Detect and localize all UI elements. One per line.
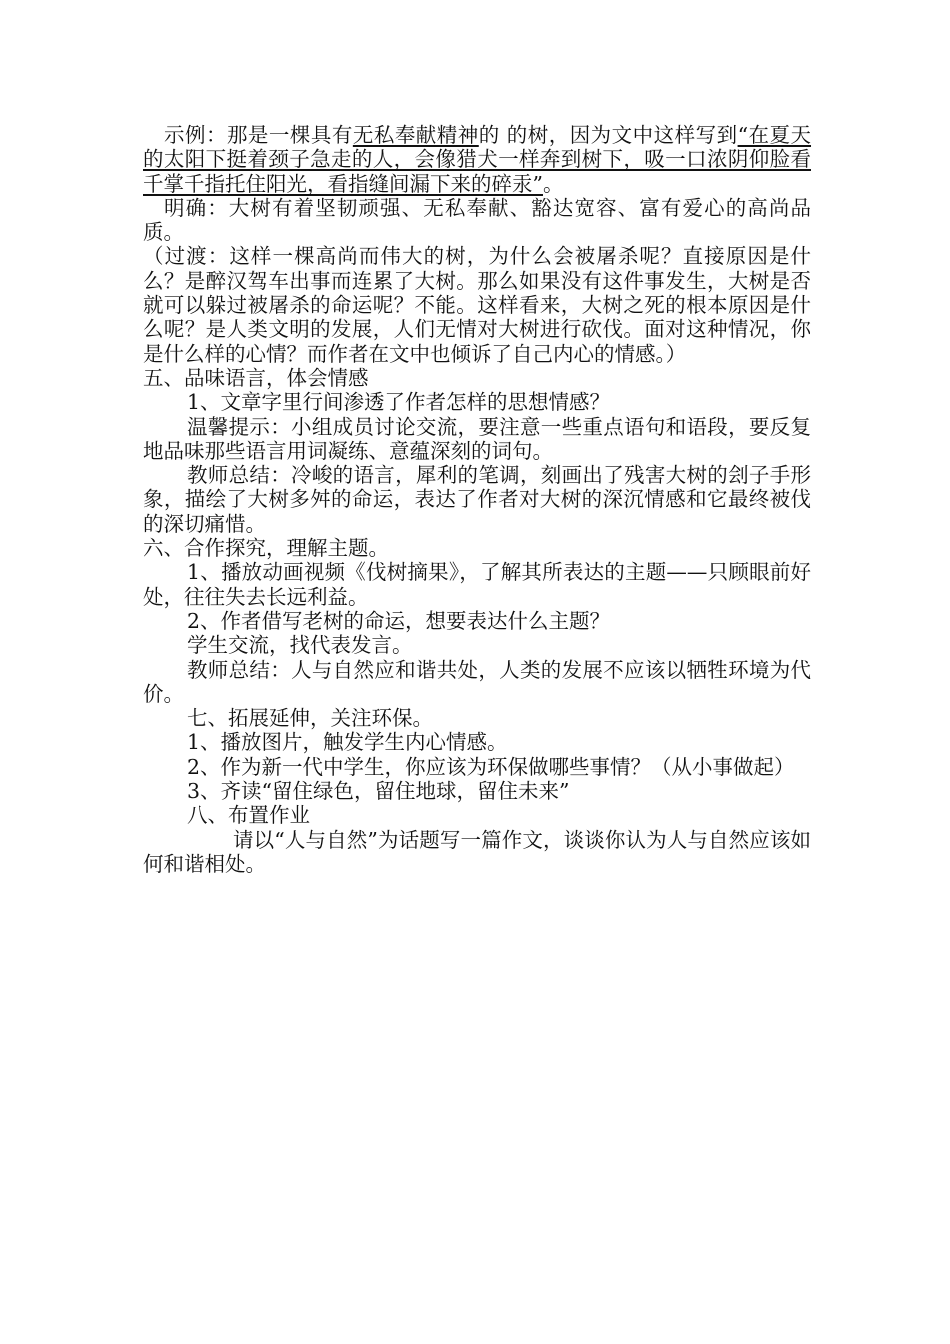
section8-task: 请以“人与自然”为话题写一篇作文，谈谈你认为人与自然应该如何和谐相处。	[143, 827, 811, 876]
document-body	[143, 123, 811, 876]
section8-heading: 八、布置作业	[187, 803, 310, 828]
section5-question: 1、文章字里行间渗透了作者怎样的思想情感？	[187, 390, 611, 415]
section5-tip: 温馨提示：小组成员讨论交流，要注意一些重点语句和语段，要反复地品味那些语言用词凝练、意蕴深刻的词句。	[143, 414, 811, 463]
clarify-paragraph: 明确：大树有着坚韧顽强、无私奉献、豁达宽容、富有爱心的高尚品质。	[143, 195, 811, 245]
example-paragraph	[143, 123, 811, 196]
section7-item2: 2、作为新一代中学生，你应该为环保做哪些事情？（从小事做起）	[187, 754, 795, 779]
example-quote: “在夏天的太阳下挺着颈子急走的人，会像猎犬一样奔到树下，吸一口浓阴仰脸看千掌千指托住阳光，看指缝间漏下来的碎汞”	[143, 123, 812, 196]
example-mid: 的 的树，因为文中这样写到	[478, 123, 738, 147]
section6-heading: 六、合作探究，理解主题。	[143, 536, 389, 561]
section5-heading: 五、品味语言，体会情感	[143, 365, 369, 390]
example-spirit: 无私奉献精神	[352, 123, 479, 147]
example-prefix: 示例：那是一棵具有	[164, 123, 353, 147]
example-end: 。	[542, 171, 564, 196]
section7-heading: 七、拓展延伸，关注环保。	[187, 706, 433, 731]
section6-item2: 2、作者借写老树的命运，想要表达什么主题？	[187, 608, 611, 633]
section6-exchange: 学生交流，找代表发言。	[187, 633, 413, 658]
section5-summary: 教师总结：冷峻的语言，犀利的笔调，刻画出了残害大树的刽子手形象，描绘了大树多舛的命运，表达了作者对大树的深沉情感和它最终被伐的深切痛惜。	[143, 463, 811, 536]
transition-paragraph: （过渡：这样一棵高尚而伟大的树，为什么会被屠杀呢？直接原因是什么？是醉汉驾车出事而连累了大树。那么如果没有这件事发生，大树是否就可以躲过被屠杀的命运呢？不能。这样看来，大树之死的根本原因是什么呢？是人类文明的发展，人们无情对大树进行砍伐。面对这种情况，你是什么样的心情？而作者在文中也倾诉了自己内心的情感。）	[143, 244, 811, 366]
section7-item3: 3、齐读“留住绿色，留住地球，留住未来”	[187, 779, 570, 804]
section6-item1: 1、播放动画视频《伐树摘果》，了解其所表达的主题——只顾眼前好处，往往失去长远利益。	[143, 560, 811, 609]
section6-summary: 教师总结：人与自然应和谐共处，人类的发展不应该以牺牲环境为代价。	[143, 657, 811, 706]
section7-item1: 1、播放图片，触发学生内心情感。	[187, 730, 508, 755]
